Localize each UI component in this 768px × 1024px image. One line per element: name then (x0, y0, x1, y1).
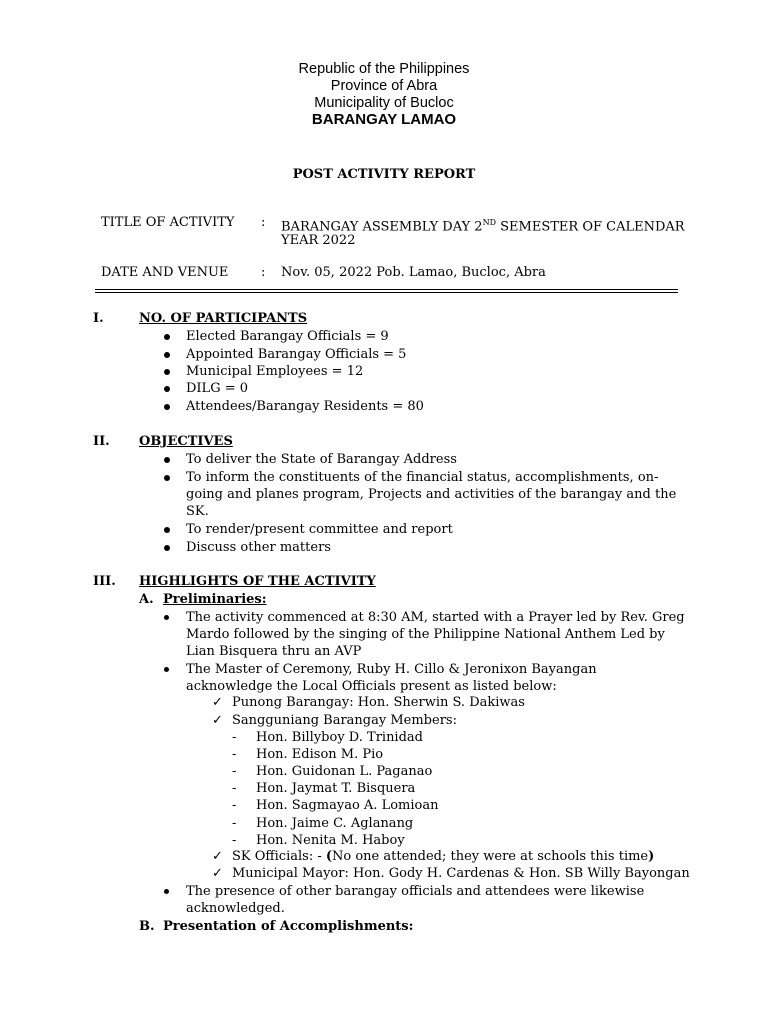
bullet-icon (164, 334, 170, 340)
objective-item: To deliver the State of Barangay Address (186, 452, 457, 467)
subsection-a-letter: A. (139, 592, 154, 607)
member-name: Hon. Edison M. Pio (256, 747, 384, 762)
paragraph-line: The presence of other barangay officials and attendees were likewise (186, 884, 645, 899)
bullet-icon (164, 369, 170, 375)
paragraph-line: The activity commenced at 8:30 AM, started with a Prayer led by Rev. Greg (186, 610, 685, 625)
section3-heading: HIGHLIGHTS OF THE ACTIVITY (139, 574, 376, 589)
bullet-icon (164, 545, 170, 551)
header-barangay: BARANGAY LAMAO (311, 111, 457, 128)
member-name: Hon. Jaymat T. Bisquera (256, 781, 416, 796)
section1-heading: NO. OF PARTICIPANTS (139, 311, 308, 326)
subsection-a-title: Preliminaries: (163, 592, 267, 607)
objective-item-cont: going and planes program, Projects and activities of the barangay and the (186, 487, 677, 502)
title-of-activity-label: TITLE OF ACTIVITY (101, 215, 235, 230)
dash-marker: - (232, 747, 237, 762)
header-province: Province of Abra (330, 78, 438, 94)
member-name: Hon. Guidonan L. Paganao (256, 764, 433, 779)
sk-officials-paren-open: ( (325, 849, 333, 864)
bullet-icon (164, 527, 170, 533)
bullet-icon (164, 457, 170, 463)
dash-marker: - (232, 833, 237, 848)
date-colon: : (261, 265, 266, 280)
bullet-icon (164, 386, 170, 392)
date-venue-value: Nov. 05, 2022 Pob. Lamao, Bucloc, Abra (281, 265, 546, 280)
dash-marker: - (232, 798, 237, 813)
sangguniang-members-label: Sangguniang Barangay Members: (232, 713, 457, 728)
section2-heading: OBJECTIVES (139, 434, 233, 449)
sk-officials-note: No one attended; they were at schools this time (332, 849, 649, 864)
participant-item: Elected Barangay Officials = 9 (186, 329, 389, 344)
paragraph-line: Mardo followed by the singing of the Philippine National Anthem Led by (186, 627, 665, 642)
dash-marker: - (232, 816, 237, 831)
title-value-sup: ND (482, 218, 496, 227)
bullet-icon (164, 404, 170, 410)
title-value-pre: BARANGAY ASSEMBLY DAY 2 (281, 219, 483, 235)
subsection-b-letter: B. (139, 919, 155, 934)
sk-officials-paren-close: ) (648, 849, 655, 864)
objective-item: Discuss other matters (186, 540, 331, 555)
member-name: Hon. Jaime C. Aglanang (256, 816, 414, 831)
participant-item: Attendees/Barangay Residents = 80 (186, 399, 424, 414)
objective-item: To inform the constituents of the financial status, accomplishments, on- (186, 470, 659, 485)
member-name: Hon. Nenita M. Haboy (256, 833, 405, 848)
sk-officials (232, 848, 654, 865)
dash-marker: - (232, 764, 237, 779)
checkmark-icon: ✓ (212, 695, 223, 710)
bullet-icon (164, 475, 170, 481)
objective-item-cont: SK. (186, 504, 209, 519)
bullet-icon (164, 352, 170, 358)
section1-number: I. (93, 311, 104, 326)
subsection-b-title: Presentation of Accomplishments: (163, 919, 414, 934)
paragraph-line: Lian Bisquera thru an AVP (186, 644, 362, 659)
bullet-icon (164, 615, 169, 620)
participant-item: Municipal Employees = 12 (186, 364, 364, 379)
bullet-icon (164, 667, 169, 672)
objective-item: To render/present committee and report (186, 522, 453, 537)
member-name: Hon. Billyboy D. Trinidad (256, 730, 423, 745)
header-municipality: Municipality of Bucloc (314, 95, 454, 111)
paragraph-line: The Master of Ceremony, Ruby H. Cillo & Jeronixon Bayangan (186, 662, 597, 677)
title-colon: : (261, 215, 266, 230)
report-title: POST ACTIVITY REPORT (292, 167, 476, 182)
divider-line-bottom (95, 292, 678, 293)
dash-marker: - (232, 730, 237, 745)
header-republic: Republic of the Philippines (298, 61, 470, 77)
checkmark-icon: ✓ (212, 713, 223, 728)
paragraph-line: acknowledge the Local Officials present as listed below: (186, 679, 557, 694)
section3-number: III. (93, 574, 116, 589)
title-value-post: SEMESTER OF CALENDAR (496, 219, 685, 235)
divider-line-top (95, 289, 678, 290)
section2-number: II. (93, 434, 110, 449)
checkmark-icon: ✓ (212, 866, 223, 881)
date-venue-label: DATE AND VENUE (101, 265, 229, 280)
dash-marker: - (232, 781, 237, 796)
bullet-icon (164, 889, 169, 894)
sk-officials-label: SK Officials: - (232, 849, 326, 864)
checkmark-icon: ✓ (212, 849, 223, 864)
participant-item: Appointed Barangay Officials = 5 (186, 347, 407, 362)
municipal-mayor: Municipal Mayor: Hon. Gody H. Cardenas & Hon. SB Willy Bayongan (232, 866, 690, 881)
paragraph-line: acknowledged. (186, 901, 285, 916)
title-of-activity-value-line2: YEAR 2022 (281, 233, 356, 248)
participant-item: DILG = 0 (186, 381, 249, 396)
punong-barangay: Punong Barangay: Hon. Sherwin S. Dakiwas (232, 695, 525, 710)
member-name: Hon. Sagmayao A. Lomioan (256, 798, 439, 813)
